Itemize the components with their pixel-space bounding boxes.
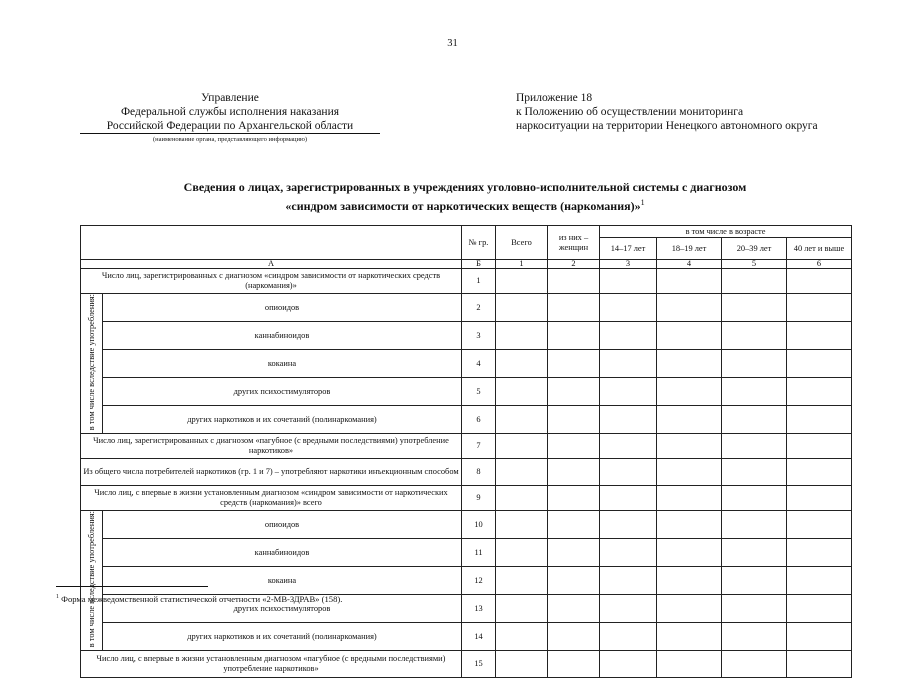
data-cell	[787, 623, 852, 651]
report-table	[80, 225, 852, 678]
column-letter: 2	[548, 260, 600, 269]
data-cell	[600, 406, 657, 434]
data-cell	[657, 459, 722, 486]
table-row	[81, 322, 852, 350]
header-women: из них – женщин	[548, 226, 600, 260]
row-number: 13	[462, 595, 496, 623]
row-number: 11	[462, 539, 496, 567]
data-cell	[787, 378, 852, 406]
data-cell	[657, 269, 722, 294]
data-cell	[600, 486, 657, 511]
data-cell	[496, 406, 548, 434]
sender-line-3: Российской Федерации по Архангельской области	[80, 119, 380, 134]
table-row	[81, 486, 852, 511]
title-footnote-mark: 1	[640, 198, 645, 207]
column-letter: Б	[462, 260, 496, 269]
data-cell	[600, 378, 657, 406]
row-label: опиоидов	[103, 294, 462, 322]
column-letter: 5	[722, 260, 787, 269]
data-cell	[787, 269, 852, 294]
data-cell	[600, 269, 657, 294]
footnote-mark: 1	[56, 594, 59, 601]
data-cell	[722, 434, 787, 459]
data-cell	[600, 294, 657, 322]
table-row	[81, 350, 852, 378]
footnote-divider	[56, 586, 208, 587]
data-cell	[600, 459, 657, 486]
data-cell	[787, 434, 852, 459]
data-cell	[600, 623, 657, 651]
data-cell	[657, 294, 722, 322]
table-row	[81, 511, 852, 539]
data-cell	[496, 623, 548, 651]
row-number: 6	[462, 406, 496, 434]
data-cell	[600, 595, 657, 623]
data-cell	[787, 539, 852, 567]
data-cell	[496, 269, 548, 294]
data-cell	[496, 350, 548, 378]
row-label: Число лиц, зарегистрированных с диагнозом «пагубное (с вредными последствиями) употребление наркотиков»	[81, 434, 462, 459]
table-row	[81, 651, 852, 678]
table-row	[81, 269, 852, 294]
data-cell	[548, 322, 600, 350]
data-cell	[600, 322, 657, 350]
group-label-cell	[81, 294, 103, 434]
data-cell	[787, 595, 852, 623]
row-number: 5	[462, 378, 496, 406]
header-row-number: № гр.	[462, 226, 496, 260]
data-cell	[722, 350, 787, 378]
data-cell	[600, 434, 657, 459]
header-age-14-17: 14–17 лет	[600, 238, 657, 260]
column-letter: 6	[787, 260, 852, 269]
header-age-40-plus: 40 лет и выше	[787, 238, 852, 260]
data-cell	[787, 511, 852, 539]
data-cell	[548, 269, 600, 294]
data-cell	[548, 350, 600, 378]
data-cell	[787, 486, 852, 511]
data-cell	[787, 567, 852, 595]
row-label: кокаина	[103, 350, 462, 378]
data-cell	[548, 459, 600, 486]
data-cell	[548, 294, 600, 322]
data-cell	[600, 350, 657, 378]
table-row	[81, 539, 852, 567]
row-label: Число лиц, с впервые в жизни установленным диагнозом «пагубное (с вредными последствиями) употребление наркотиков»	[81, 651, 462, 678]
sender-block	[80, 91, 380, 144]
data-cell	[722, 567, 787, 595]
table-row	[81, 294, 852, 322]
data-cell	[722, 651, 787, 678]
data-cell	[787, 350, 852, 378]
data-cell	[548, 511, 600, 539]
data-cell	[548, 651, 600, 678]
data-cell	[496, 486, 548, 511]
data-cell	[657, 595, 722, 623]
row-number: 9	[462, 486, 496, 511]
data-cell	[496, 511, 548, 539]
sender-caption: (наименование органа, представляющего информацию)	[152, 136, 308, 143]
row-label: каннабиноидов	[103, 539, 462, 567]
data-cell	[600, 511, 657, 539]
data-cell	[496, 378, 548, 406]
appendix-block	[516, 91, 876, 133]
data-cell	[496, 459, 548, 486]
data-cell	[548, 406, 600, 434]
data-cell	[496, 539, 548, 567]
row-label: Из общего числа потребителей наркотиков (гр. 1 и 7) – употребляют наркотики инъекционным способом	[81, 459, 462, 486]
row-number: 1	[462, 269, 496, 294]
appendix-line-3: наркоситуации на территории Ненецкого автономного округа	[516, 120, 818, 132]
appendix-line-1: Приложение 18	[516, 92, 593, 104]
table-row	[81, 567, 852, 595]
data-cell	[657, 322, 722, 350]
header-age-20-39: 20–39 лет	[722, 238, 787, 260]
data-cell	[722, 539, 787, 567]
data-cell	[722, 511, 787, 539]
row-number: 10	[462, 511, 496, 539]
group-label: в том числе вследствие употребления:	[86, 294, 96, 431]
data-cell	[787, 294, 852, 322]
row-label: Число лиц, зарегистрированных с диагнозом «синдром зависимости от наркотических средств (наркомания)»	[81, 269, 462, 294]
data-cell	[722, 623, 787, 651]
header-age-18-19: 18–19 лет	[657, 238, 722, 260]
title-line-1: Сведения о лицах, зарегистрированных в учреждениях уголовно-исполнительной системы с диагнозом	[183, 180, 747, 194]
data-cell	[548, 623, 600, 651]
column-letter: 3	[600, 260, 657, 269]
row-number: 12	[462, 567, 496, 595]
data-cell	[496, 567, 548, 595]
row-label: других наркотиков и их сочетаний (полинаркомания)	[103, 623, 462, 651]
data-cell	[722, 378, 787, 406]
table-row	[81, 378, 852, 406]
column-letters-row	[81, 260, 852, 269]
title-line-2	[80, 195, 850, 214]
data-cell	[657, 486, 722, 511]
row-label: опиоидов	[103, 511, 462, 539]
page-number: 31	[447, 38, 458, 49]
data-cell	[496, 434, 548, 459]
data-cell	[657, 539, 722, 567]
group-label: в том числе вследствие употребления:	[86, 511, 96, 648]
data-cell	[496, 294, 548, 322]
column-letter: 4	[657, 260, 722, 269]
row-label: Число лиц, с впервые в жизни установленным диагнозом «синдром зависимости от наркотических средств (наркомания)» всего	[81, 486, 462, 511]
data-cell	[722, 595, 787, 623]
row-number: 14	[462, 623, 496, 651]
row-number: 4	[462, 350, 496, 378]
data-cell	[787, 322, 852, 350]
data-cell	[657, 434, 722, 459]
row-number: 15	[462, 651, 496, 678]
group-label-cell	[81, 511, 103, 651]
title-line-2-text: «синдром зависимости от наркотических веществ (наркомания)»	[285, 199, 641, 213]
data-cell	[548, 567, 600, 595]
data-cell	[787, 459, 852, 486]
data-cell	[496, 651, 548, 678]
data-cell	[548, 486, 600, 511]
table-row	[81, 434, 852, 459]
data-cell	[600, 651, 657, 678]
sender-line-1: Управление	[201, 92, 259, 104]
data-cell	[722, 459, 787, 486]
data-cell	[600, 539, 657, 567]
data-cell	[657, 350, 722, 378]
data-cell	[548, 595, 600, 623]
data-cell	[787, 651, 852, 678]
footnote-text: Форма межведомственной статистической отчетности «2-МВ-ЗДРАВ» (158).	[61, 594, 343, 604]
data-cell	[722, 486, 787, 511]
header-blank	[81, 226, 462, 260]
data-cell	[600, 567, 657, 595]
header-age-group: в том числе в возрасте	[600, 226, 852, 238]
row-label: каннабиноидов	[103, 322, 462, 350]
data-cell	[657, 567, 722, 595]
row-label: других наркотиков и их сочетаний (полинаркомания)	[103, 406, 462, 434]
data-cell	[657, 406, 722, 434]
header-row-1	[81, 226, 852, 238]
data-cell	[657, 651, 722, 678]
data-cell	[548, 378, 600, 406]
row-label: других психостимуляторов	[103, 378, 462, 406]
table-row	[81, 459, 852, 486]
footnote	[56, 594, 342, 604]
data-cell	[722, 406, 787, 434]
row-label: кокаина	[103, 567, 462, 595]
row-label: других психостимуляторов	[103, 595, 462, 623]
row-number: 2	[462, 294, 496, 322]
column-letter: 1	[496, 260, 548, 269]
table-row	[81, 406, 852, 434]
data-cell	[657, 511, 722, 539]
header-total: Всего	[496, 226, 548, 260]
data-cell	[722, 322, 787, 350]
data-cell	[548, 434, 600, 459]
data-cell	[722, 269, 787, 294]
row-number: 3	[462, 322, 496, 350]
data-cell	[787, 406, 852, 434]
sender-line-2: Федеральной службы исполнения наказания	[120, 106, 340, 118]
column-letter: А	[81, 260, 462, 269]
table-row	[81, 623, 852, 651]
data-cell	[657, 623, 722, 651]
appendix-line-2: к Положению об осуществлении мониторинга	[516, 106, 744, 118]
data-cell	[496, 322, 548, 350]
data-cell	[657, 378, 722, 406]
data-cell	[722, 294, 787, 322]
row-number: 8	[462, 459, 496, 486]
data-cell	[496, 595, 548, 623]
document-title	[80, 180, 850, 214]
data-cell	[548, 539, 600, 567]
row-number: 7	[462, 434, 496, 459]
